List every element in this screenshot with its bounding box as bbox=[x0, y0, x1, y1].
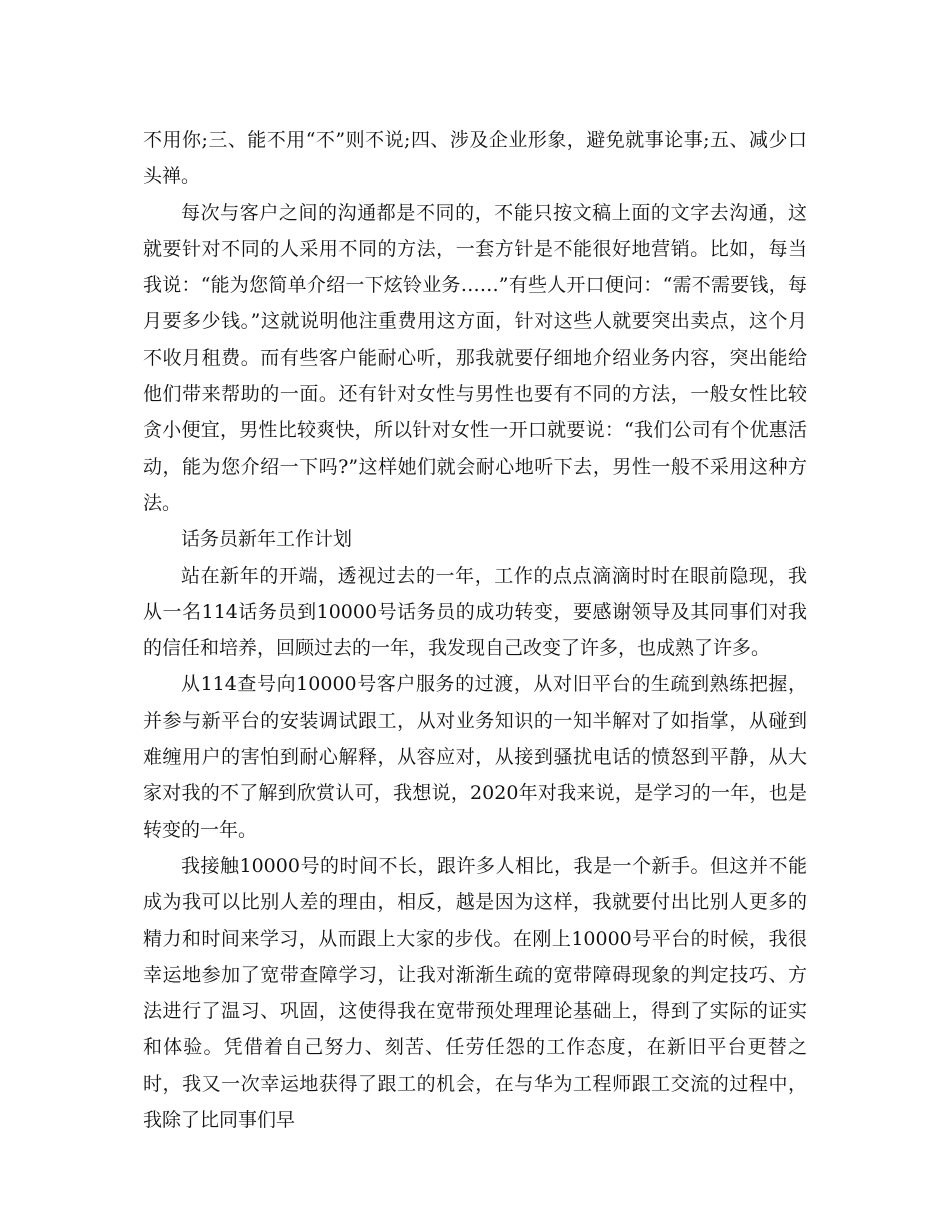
paragraph-continued: 不用你;三、能不用“不”则不说;四、涉及企业形象，避免就事论事;五、减少口头禅。 bbox=[143, 129, 807, 188]
paragraph-new-year-intro: 站在新年的开端，透视过去的一年，工作的点点滴滴时时在眼前隐现，我从一名114话务员到10000号话务员的成功转变，要感谢领导及其同事们对我的信任和培养，回顾过去的一年，我发现自己改变了许多，也成熟了许多。 bbox=[143, 564, 807, 660]
paragraph-learning: 我接触10000号的时间不长，跟许多人相比，我是一个新手。但这并不能成为我可以比别人差的理由，相反，越是因为这样，我就要付出比别人更多的精力和时间来学习，从而跟上大家的步伐。在刚上10000号平台的时候，我很幸运地参加了宽带查障学习，让我对渐渐生疏的宽带障碍现象的判定技巧、方法进行了温习、巩固，这使得我在宽带预处理理论基础上，得到了实际的证实和体验。凭借着自己努力、刻苦、任劳任怨的工作态度，在新旧平台更替之时，我又一次幸运地获得了跟工的机会，在与华为工程师跟工交流的过程中，我除了比同事们早 bbox=[143, 854, 807, 1132]
document-body bbox=[143, 122, 807, 1138]
paragraph-customer-communication: 每次与客户之间的沟通都是不同的，不能只按文稿上面的文字去沟通，这就要针对不同的人采用不同的方法，一套方针是不能很好地营销。比如，每当我说：“能为您简单介绍一下炫铃业务……”有些人开口便问：“需不需要钱，每月要多少钱。”这就说明他注重费用这方面，针对这些人就要突出卖点，这个月不收月租费。而有些客户能耐心听，那我就要仔细地介绍业务内容，突出能给他们带来帮助的一面。还有针对女性与男性也要有不同的方法，一般女性比较贪小便宜，男性比较爽快，所以针对女性一开口就要说：“我们公司有个优惠活动，能为您介绍一下吗?”这样她们就会耐心地听下去，男性一般不采用这种方法。 bbox=[143, 201, 807, 514]
paragraph-transition: 从114查号向10000号客户服务的过渡，从对旧平台的生疏到熟练把握，并参与新平台的安装调试跟工，从对业务知识的一知半解对了如指掌，从碰到难缠用户的害怕到耐心解释，从容应对，从接到骚扰电话的愤怒到平静，从大家对我的不了解到欣赏认可，我想说，2020年对我来说，是学习的一年，也是转变的一年。 bbox=[143, 673, 807, 841]
section-heading: 话务员新年工作计划 bbox=[181, 528, 353, 551]
